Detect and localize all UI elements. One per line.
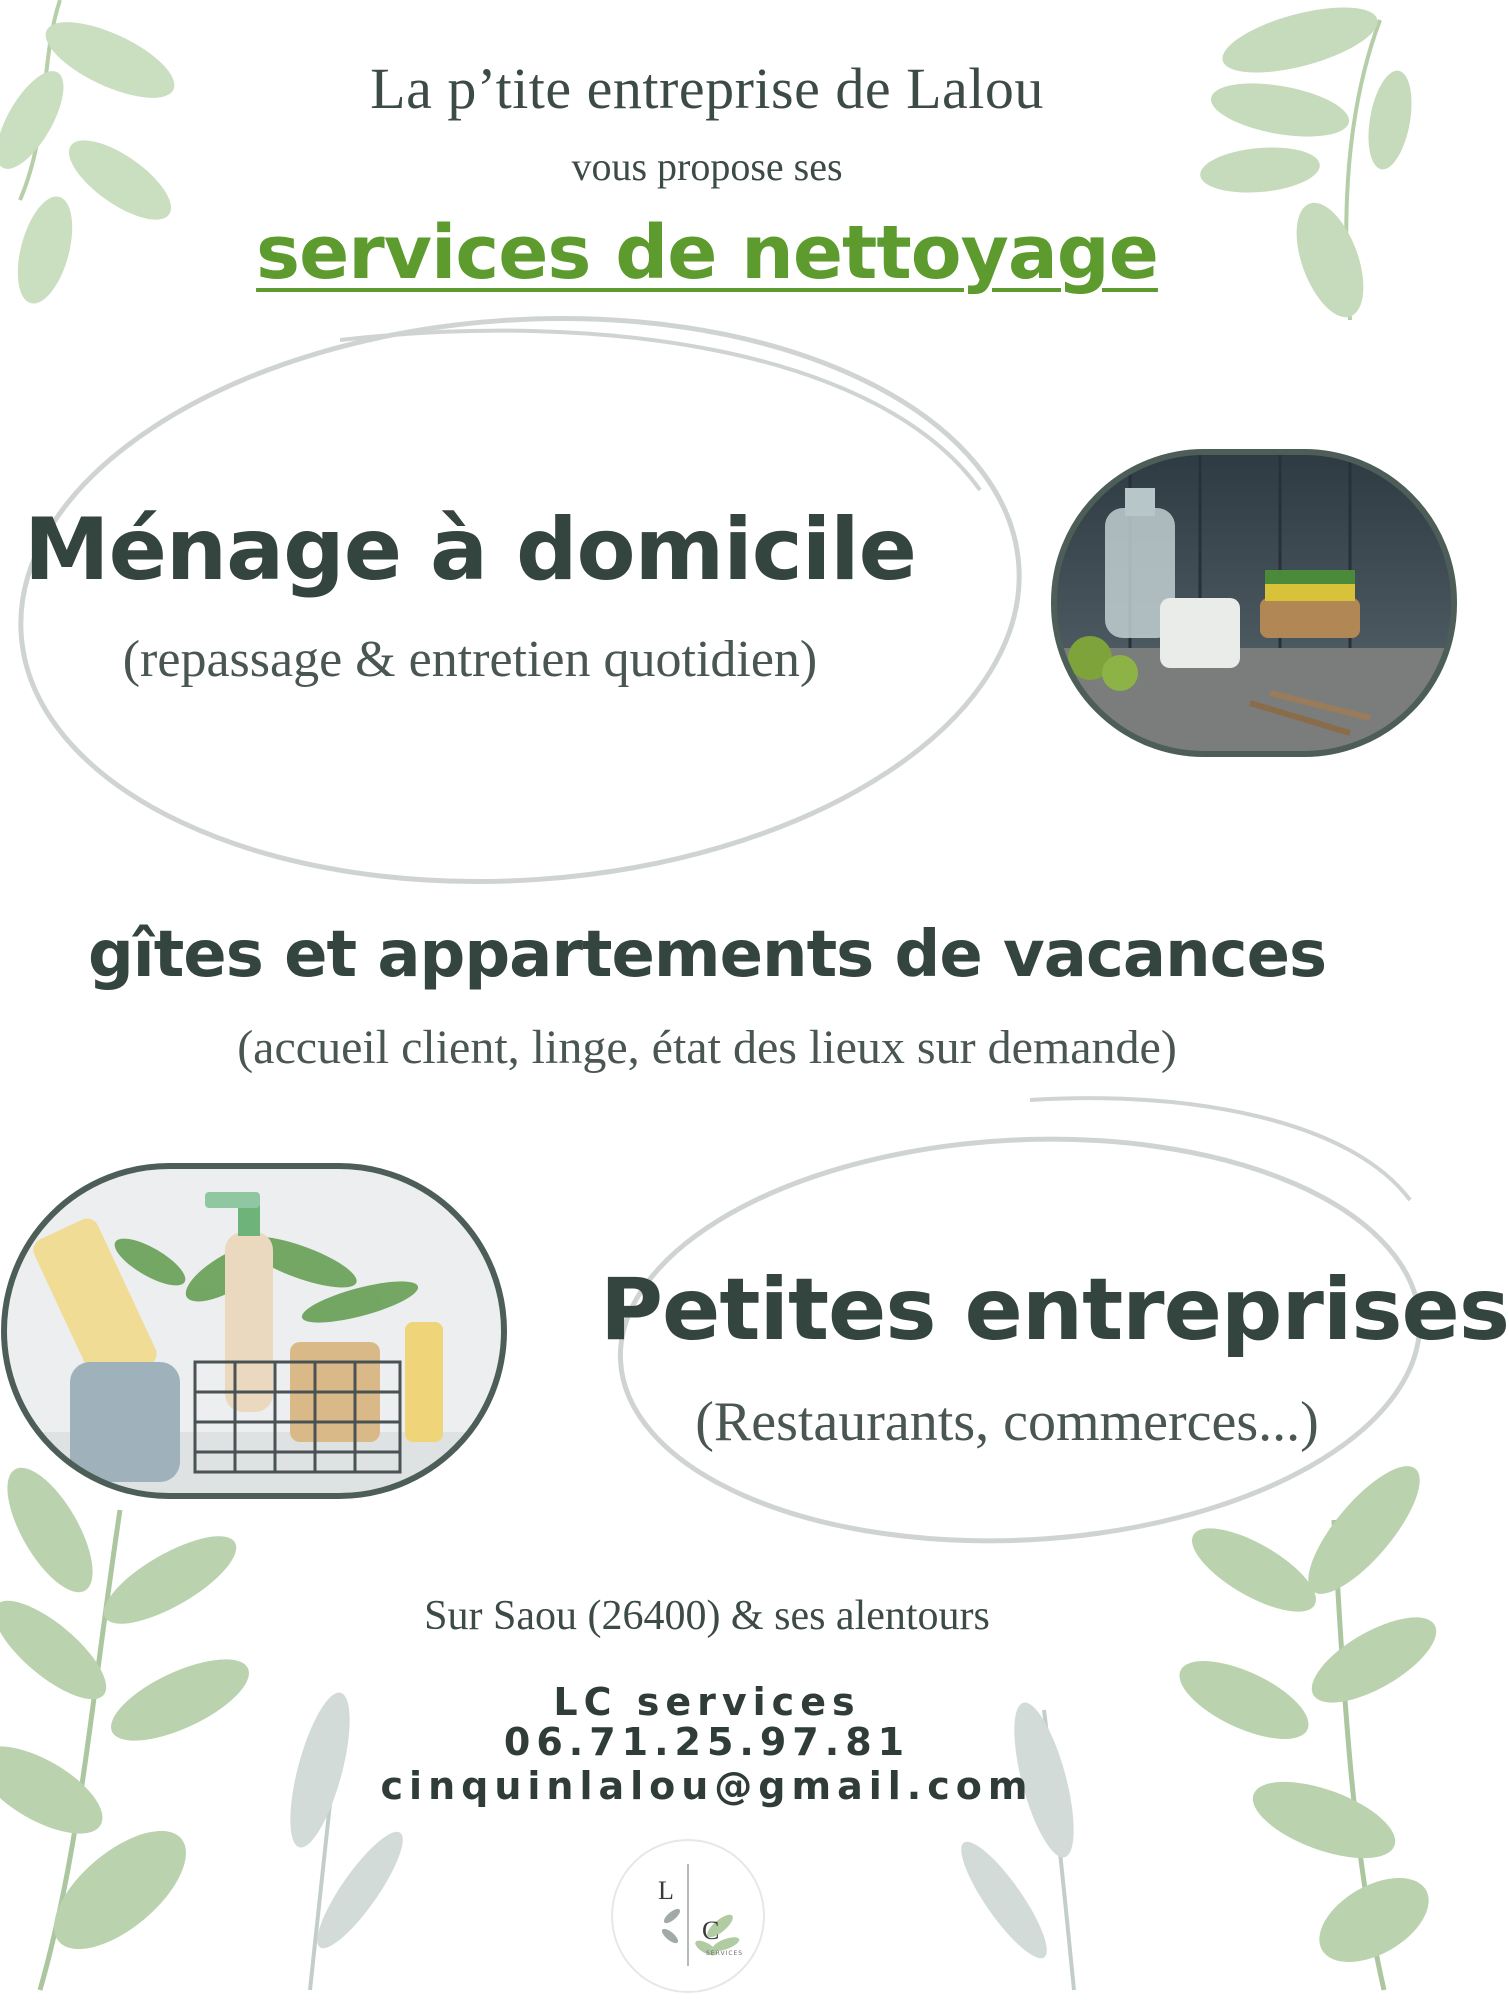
photo-cleaning-products-1 <box>1050 448 1414 758</box>
ellipse-outline-1 <box>0 290 1050 910</box>
photo-cleaning-basket <box>0 1162 510 1502</box>
service-title-holiday-rentals: gîtes et appartements de vacances <box>87 918 1327 992</box>
logo-letter-l: L <box>658 1876 674 1905</box>
logo-letter-c: C <box>702 1916 720 1945</box>
contact-phone: 06.71.25.97.81 <box>503 1720 911 1764</box>
service-subtitle-holiday-rentals: (accueil client, linge, état des lieux sur demande) <box>237 1021 1177 1074</box>
service-subtitle-home-cleaning: (repassage & entretien quotidien) <box>122 631 818 688</box>
service-title-home-cleaning: Ménage à domicile <box>24 500 916 600</box>
logo-badge-icon <box>608 1836 768 1996</box>
services-headline: services de nettoyage <box>256 210 1158 296</box>
service-area: Sur Saou (26400) & ses alentours <box>424 1593 990 1639</box>
intro-subline: vous propose ses <box>571 144 843 189</box>
service-subtitle-small-businesses: (Restaurants, commerces...) <box>695 1391 1319 1453</box>
contact-company-name: LC services <box>553 1680 861 1724</box>
contact-email: cinquinlalou@gmail.com <box>380 1764 1034 1808</box>
service-title-small-businesses: Petites entreprises <box>600 1260 1509 1360</box>
company-intro: La p’tite entreprise de Lalou <box>370 56 1044 121</box>
lc-services-logo <box>608 1836 768 1996</box>
logo-small-text: SERVICES <box>706 1950 744 1957</box>
